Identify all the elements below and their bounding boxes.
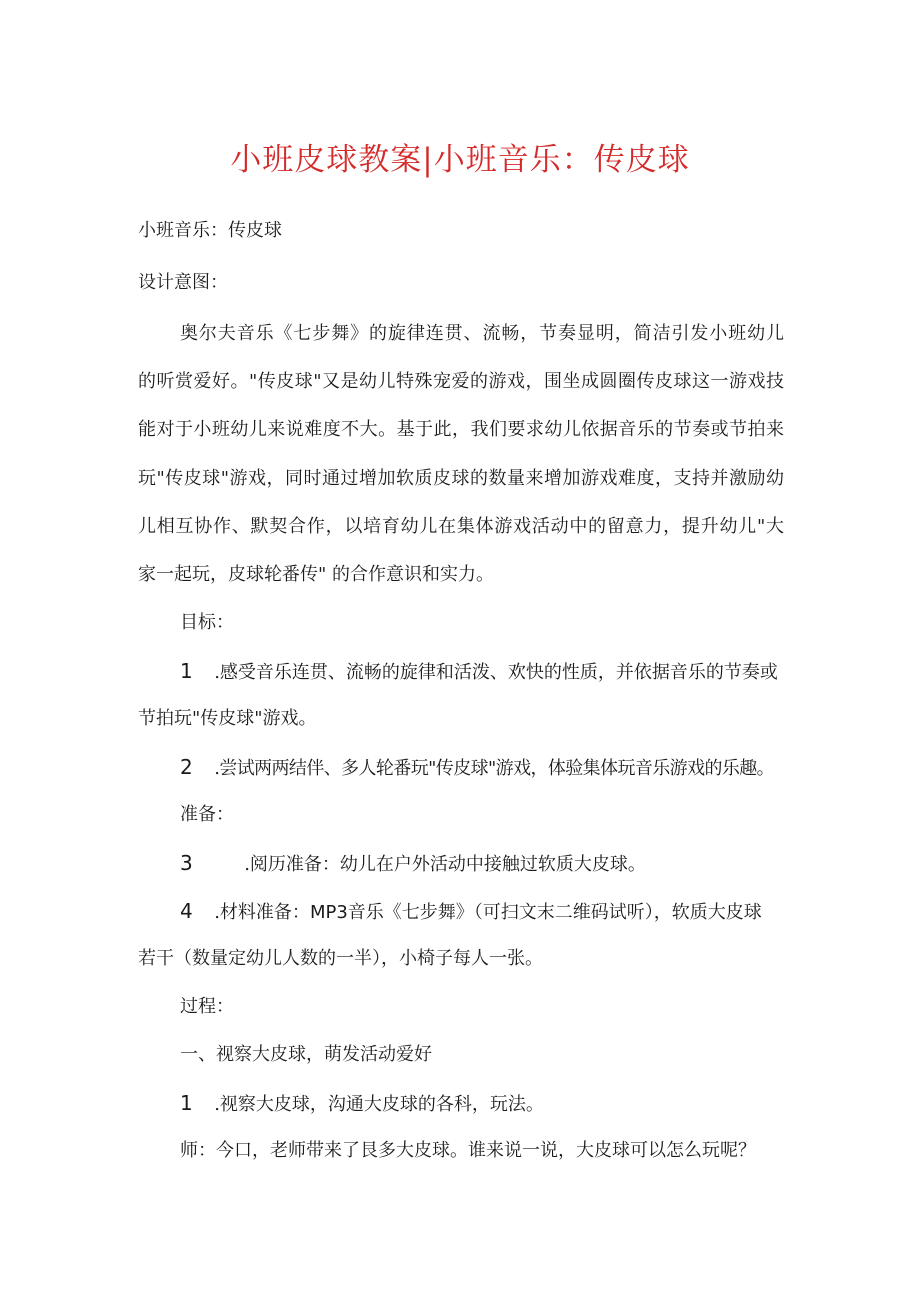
list-number: 3 bbox=[180, 851, 193, 875]
design-intent-label: 设计意图： bbox=[138, 272, 228, 293]
intro-line: 的听赏爱好。"传皮球"又是幼儿特殊宠爱的游戏，围坐成圆圈传皮球这一游戏技 bbox=[138, 371, 784, 392]
prep-item-4-prefix: .材料准备： bbox=[214, 902, 310, 923]
goal-item-1-continued: 节拍玩"传皮球"游戏。 bbox=[138, 708, 317, 729]
process-label: 过程： bbox=[180, 996, 234, 1017]
prep-item-4 bbox=[180, 898, 762, 926]
prep-label: 准备： bbox=[180, 804, 234, 825]
goals-label: 目标： bbox=[180, 612, 234, 633]
goal-item-1-text: .感受音乐连贯、流畅的旋律和活泼、欢快的性质，并依据音乐的节奏或 bbox=[214, 662, 778, 683]
goal-item-1 bbox=[180, 658, 778, 686]
document-title: 小班皮球教案|小班音乐：传皮球 bbox=[230, 142, 690, 178]
list-number: 1 bbox=[180, 1091, 193, 1115]
teacher-dialogue: 师：今口，老师带来了艮多大皮球。谁来说一说，大皮球可以怎么玩呢？ bbox=[180, 1140, 756, 1161]
intro-line: 能对于小班幼儿来说难度不大。基于此，我们要求幼儿依据音乐的节奏或节拍来 bbox=[138, 419, 784, 440]
prep-item-3-text: .阅历准备：幼儿在户外活动中接触过软质大皮球。 bbox=[244, 854, 646, 875]
prep-item-4-text: 音乐《七步舞》（可扫文末二维码试听），软质大皮球 bbox=[347, 902, 762, 923]
list-number: 1 bbox=[180, 659, 193, 683]
list-number: 2 bbox=[180, 755, 193, 779]
goal-item-2 bbox=[180, 754, 774, 782]
intro-line: 家一起玩，皮球轮番传" 的合作意识和实力。 bbox=[138, 564, 494, 585]
intro-line: 奥尔夫音乐《七步舞》的旋律连贯、流畅，节奏显明，简洁引发小班幼儿 bbox=[180, 323, 784, 344]
section-heading: 一、视察大皮球，萌发活动爱好 bbox=[180, 1044, 432, 1065]
goal-item-2-text: .尝试两两结伴、多人轮番玩"传皮球"游戏，体验集体玩音乐游戏的乐趣。 bbox=[214, 758, 775, 779]
process-step-1-text: .视察大皮球，沟通大皮球的各科，玩法。 bbox=[214, 1094, 544, 1115]
list-number: 4 bbox=[180, 899, 193, 923]
subtitle: 小班音乐：传皮球 bbox=[138, 220, 282, 241]
mp3-label: MP3 bbox=[309, 902, 348, 923]
intro-line: 玩"传皮球"游戏，同时通过增加软质皮球的数量来增加游戏难度，支持并激励幼 bbox=[138, 468, 784, 489]
process-step-1 bbox=[180, 1090, 544, 1118]
intro-line: 儿相互协作、默契合作，以培育幼儿在集体游戏活动中的留意力，提升幼儿"大 bbox=[138, 516, 784, 537]
prep-item-3 bbox=[180, 850, 646, 878]
prep-item-4-continued: 若干（数量定幼儿人数的一半），小椅子每人一张。 bbox=[138, 948, 543, 969]
